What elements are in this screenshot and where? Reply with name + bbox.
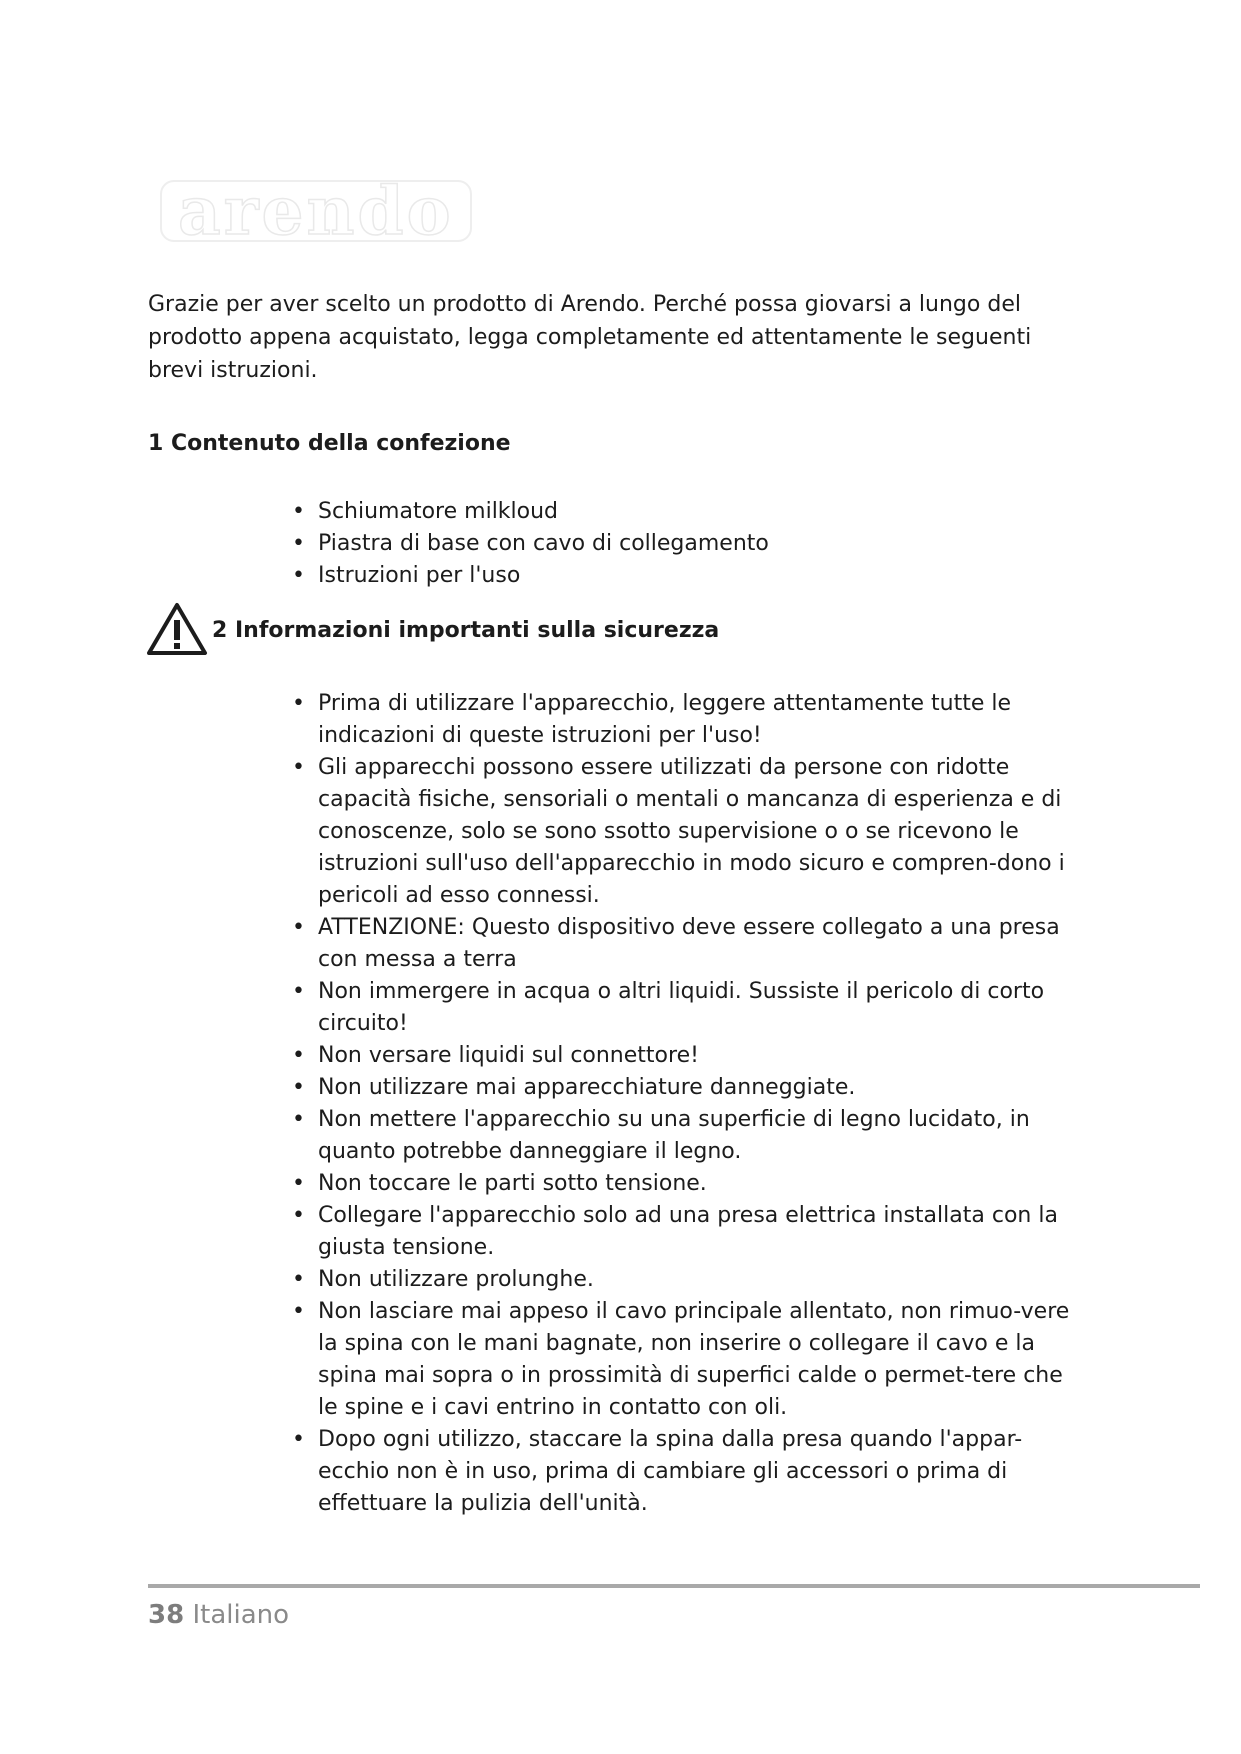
page-footer [148, 1600, 289, 1630]
list-item: • Prima di utilizzare l'apparecchio, leggere attentamente tutte le indicazioni di queste istruzioni per l'uso! [292, 688, 1082, 752]
list-item: • Non toccare le parti sotto tensione. [292, 1168, 1082, 1200]
list-item: • Non mettere l'apparecchio su una superficie di legno lucidato, in quanto potrebbe danneggiare il legno. [292, 1104, 1082, 1168]
brand-logo: arendo [160, 180, 472, 242]
package-contents-list [292, 496, 769, 592]
page-number: 38 [148, 1600, 185, 1630]
list-item: • Non lasciare mai appeso il cavo principale allentato, non rimuo-vere la spina con le mani bagnate, non inserire o collegare il cavo e la spina mai sopra o in prossimità di superfici calde o permet-tere che le spine e i cavi entrino in contatto con oli. [292, 1296, 1082, 1424]
list-item: • Non utilizzare mai apparecchiature danneggiate. [292, 1072, 1082, 1104]
intro-paragraph: Grazie per aver scelto un prodotto di Arendo. Perché possa giovarsi a lungo del prodotto appena acquistato, legga completamente ed attentamente le seguenti brevi istruzioni. [148, 292, 1032, 383]
footer-divider [148, 1584, 1200, 1588]
list-item: • Gli apparecchi possono essere utilizzati da persone con ridotte capacità fisiche, sensoriali o mentali o mancanza di esperienza e di conoscenze, solo se sono ssotto supervisione o o se ricevono le istruzioni sull'uso dell'apparecchio in modo sicuro e compren-dono i pericoli ad esso connessi. [292, 752, 1082, 912]
list-item: • Non utilizzare prolunghe. [292, 1264, 1082, 1296]
list-item: • Piastra di base con cavo di collegamento [292, 528, 769, 560]
list-item: • Schiumatore milkloud [292, 496, 769, 528]
section-title-safety: 2 Informazioni importanti sulla sicurezza [212, 618, 720, 643]
safety-instructions-list [292, 688, 1082, 1520]
list-item: • Non immergere in acqua o altri liquidi. Sussiste il pericolo di corto circuito! [292, 976, 1082, 1040]
list-item: • ATTENZIONE: Questo dispositivo deve essere collegato a una presa con messa a terra [292, 912, 1082, 976]
list-item: • Non versare liquidi sul connettore! [292, 1040, 1082, 1072]
list-item: • Dopo ogni utilizzo, staccare la spina dalla presa quando l'appar-ecchio non è in uso, prima di cambiare gli accessori o prima di effettuare la pulizia dell'unità. [292, 1424, 1082, 1520]
list-item: • Collegare l'apparecchio solo ad una presa elettrica installata con la giusta tensione. [292, 1200, 1082, 1264]
footer-language: Italiano [192, 1600, 290, 1630]
list-item: • Istruzioni per l'uso [292, 560, 769, 592]
section-title-contents: 1 Contenuto della confezione [148, 431, 511, 456]
warning-triangle-icon [146, 602, 208, 656]
